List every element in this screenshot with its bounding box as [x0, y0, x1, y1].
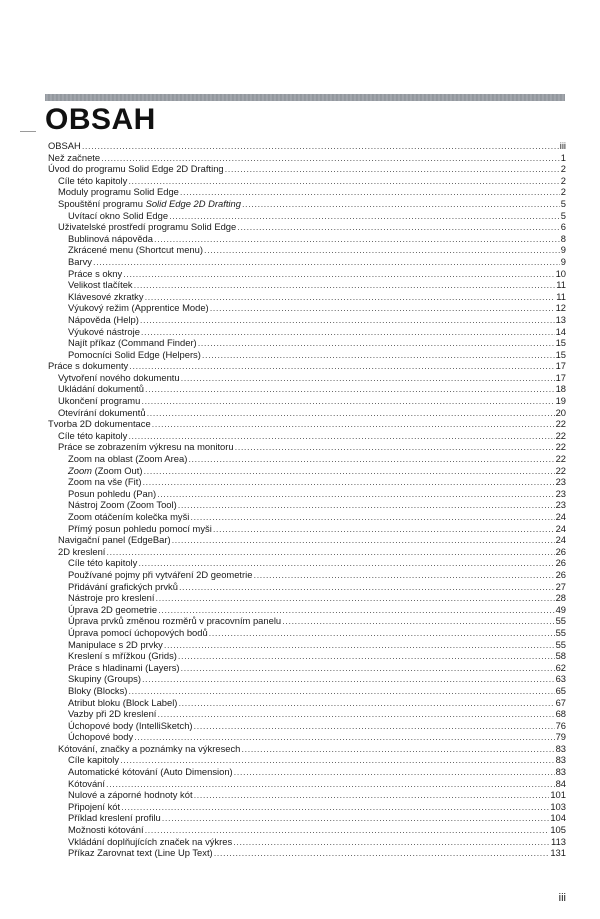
toc-entry-title: Automatické kótování (Auto Dimension) — [68, 766, 233, 778]
toc-entry — [48, 186, 566, 198]
toc-entry-page: 1 — [560, 151, 566, 163]
toc-entry-title: Kreslení s mřížkou (Grids) — [68, 650, 177, 662]
dot-leader — [158, 604, 554, 616]
toc-entry-title: Úprava prvků změnou rozměrů v pracovním panelu — [68, 615, 282, 627]
dot-leader — [121, 801, 549, 813]
toc-entry-page: 65 — [555, 684, 566, 696]
toc-entry — [48, 430, 566, 442]
toc-entry — [48, 639, 566, 651]
toc-entry — [48, 360, 566, 372]
toc-entry-title: Najít příkaz (Command Finder) — [68, 337, 197, 349]
toc-entry — [48, 418, 566, 430]
toc-entry-title: Kótování — [68, 777, 106, 789]
toc-entry — [48, 766, 566, 778]
dot-leader — [202, 349, 555, 361]
dot-leader — [134, 731, 554, 743]
toc-entry — [48, 511, 566, 523]
dot-leader — [154, 233, 560, 245]
toc-entry-title: Posun pohledu (Pan) — [68, 487, 157, 499]
toc-entry-title: Zkrácené menu (Shortcut menu) — [68, 244, 203, 256]
toc-entry-page: 10 — [555, 267, 566, 279]
toc-entry — [48, 581, 566, 593]
toc-entry-title: Vytvoření nového dokumentu — [58, 371, 180, 383]
toc-entry-page: 55 — [555, 615, 566, 627]
dot-leader — [179, 581, 555, 593]
dot-leader — [123, 268, 554, 280]
toc-entry — [48, 140, 566, 152]
toc-entry-page: 28 — [555, 592, 566, 604]
dot-leader — [241, 743, 554, 755]
toc-entry-page: 104 — [550, 812, 566, 824]
toc-entry-title: Klávesové zkratky — [68, 290, 144, 302]
toc-entry-page: 55 — [555, 638, 566, 650]
toc-entry-title: OBSAH — [48, 140, 81, 151]
dot-leader — [210, 302, 555, 314]
dot-leader — [190, 511, 554, 523]
dot-leader — [157, 488, 554, 500]
toc-entry-page: 19 — [555, 395, 566, 407]
dot-leader — [225, 163, 560, 175]
toc-entry-title: Kótování, značky a poznámky na výkresech — [58, 742, 241, 754]
toc-entry-page: 26 — [555, 568, 566, 580]
toc-entry-title: Ukončení programu — [58, 395, 141, 407]
toc-entry-page: 83 — [555, 766, 566, 778]
toc-entry-title: Zoom (Zoom Out) — [68, 464, 143, 476]
dot-leader — [106, 546, 554, 558]
toc-entry-page: 68 — [555, 708, 566, 720]
toc-entry-title: Přidávání grafických prvků — [68, 580, 178, 592]
dot-leader — [235, 441, 555, 453]
toc-entry — [48, 534, 566, 546]
toc-entry-page: 26 — [555, 545, 566, 557]
toc-entry-title: Atribut bloku (Block Label) — [68, 696, 178, 708]
toc-entry-page: 103 — [550, 800, 566, 812]
toc-entry-page: 131 — [550, 847, 566, 859]
toc-entry — [48, 685, 566, 697]
dot-leader — [172, 534, 555, 546]
dot-leader — [181, 662, 555, 674]
dot-leader — [198, 337, 555, 349]
dot-leader — [141, 326, 555, 338]
toc-entry-page: 5 — [560, 197, 566, 209]
toc-entry — [48, 778, 566, 790]
dot-leader — [194, 789, 550, 801]
toc-entry-page: iii — [559, 140, 566, 151]
toc-entry-title: Ukládání dokumentů — [58, 383, 144, 395]
dot-leader — [204, 244, 560, 256]
toc-entry-page: 22 — [555, 418, 566, 430]
toc-entry-title: Bloky (Blocks) — [68, 684, 128, 696]
toc-entry-page: 83 — [555, 742, 566, 754]
dot-leader — [164, 639, 555, 651]
toc-entry-title: Přímý posun pohledu pomocí myši — [68, 522, 212, 534]
toc-entry — [48, 697, 566, 709]
toc-entry-page: 14 — [555, 325, 566, 337]
toc-entry-title: Zoom otáčením kolečka myši — [68, 511, 190, 522]
dot-leader — [93, 256, 560, 268]
toc-entry-title: Pomocníci Solid Edge (Helpers) — [68, 348, 201, 360]
toc-entry — [48, 221, 566, 233]
toc-entry-title: Příkaz Zarovnat text (Line Up Text) — [68, 847, 213, 859]
toc-entry-title: Nulové a záporné hodnoty kót — [68, 789, 193, 801]
toc-entry-title: Uvítací okno Solid Edge — [68, 209, 169, 221]
toc-entry-title: Připojení kót — [68, 800, 121, 812]
toc-entry-page: 23 — [555, 476, 566, 488]
toc-entry — [48, 662, 566, 674]
toc-entry-page: 2 — [560, 163, 566, 175]
toc-entry-page: 76 — [555, 719, 566, 731]
toc-entry — [48, 198, 566, 210]
toc-entry — [48, 441, 566, 453]
toc-entry-title: Výukové nástroje — [68, 325, 140, 337]
dot-leader — [120, 754, 554, 766]
toc-entry-title: Cíle této kapitoly — [58, 174, 128, 186]
toc-entry — [48, 720, 566, 732]
dot-leader — [188, 453, 554, 465]
toc-entry-title: Cíle této kapitoly — [68, 557, 138, 569]
toc-entry-title: Cíle kapitoly — [68, 754, 120, 766]
toc-entry — [48, 233, 566, 245]
toc-entry — [48, 488, 566, 500]
toc-entry-title: Úprava pomocí úchopových bodů — [68, 626, 208, 638]
toc-entry-page: 101 — [550, 789, 566, 801]
page-number: iii — [558, 892, 566, 904]
toc-entry-title: Nápověda (Help) — [68, 313, 139, 325]
toc-entry — [48, 175, 566, 187]
toc-entry — [48, 592, 566, 604]
toc-entry-title: Úvod do programu Solid Edge 2D Drafting — [48, 163, 224, 175]
toc-entry-page: 15 — [555, 348, 566, 360]
toc-entry-page: 12 — [555, 302, 566, 314]
dot-leader — [156, 592, 555, 604]
toc-entry-page: 24 — [555, 511, 566, 522]
dot-leader — [180, 186, 560, 198]
dot-leader — [178, 499, 555, 511]
toc-entry-title: Velikost tlačítek — [68, 279, 133, 291]
toc-entry — [48, 824, 566, 836]
toc-entry-page: 84 — [555, 777, 566, 789]
toc-entry-page: 20 — [555, 406, 566, 418]
toc-entry — [48, 383, 566, 395]
toc-entry — [48, 291, 566, 303]
toc-entry — [48, 523, 566, 535]
toc-entry-title: Možnosti kótování — [68, 824, 144, 836]
toc-entry-page: 22 — [555, 429, 566, 441]
toc-entry-page: 5 — [560, 209, 566, 221]
toc-entry-title: Příklad kreslení profilu — [68, 812, 161, 824]
toc-entry-page: 22 — [555, 441, 566, 453]
dot-leader — [169, 210, 560, 222]
toc-entry-page: 62 — [555, 661, 566, 673]
toc-entry-title: Práce se zobrazením výkresu na monitoru — [58, 441, 234, 453]
dot-leader — [178, 697, 554, 709]
toc-entry-page: 24 — [555, 534, 566, 546]
toc-entry-page: 15 — [555, 337, 566, 349]
toc-entry-title: Bublinová nápověda — [68, 232, 153, 244]
toc-entry — [48, 210, 566, 222]
toc-entry-title: Práce s dokumenty — [48, 360, 129, 372]
toc-entry-page: 11 — [556, 279, 566, 291]
toc-entry-page: 17 — [555, 371, 566, 383]
dot-leader — [145, 383, 555, 395]
toc-entry-title: Manipulace s 2D prvky — [68, 638, 163, 650]
toc-entry — [48, 754, 566, 766]
dot-leader — [144, 465, 555, 477]
toc-entry-page: 79 — [555, 731, 566, 743]
toc-entry-page: 105 — [550, 824, 566, 836]
toc-entry-title: Práce s hladinami (Layers) — [68, 661, 180, 673]
dot-leader — [181, 372, 555, 384]
toc-entry-title: Moduly programu Solid Edge — [58, 186, 179, 198]
toc-entry — [48, 453, 566, 465]
toc-entry — [48, 627, 566, 639]
toc-entry — [48, 163, 566, 175]
toc-entry-title: Spouštění programu Solid Edge 2D Drafting — [58, 197, 241, 209]
dot-leader — [194, 720, 555, 732]
toc-entry — [48, 650, 566, 662]
toc-entry-page: 17 — [555, 360, 566, 372]
dot-leader — [152, 418, 555, 430]
toc-entry-title: Barvy — [68, 255, 92, 267]
dot-leader — [147, 407, 555, 419]
toc-entry — [48, 314, 566, 326]
toc-entry-page: 22 — [555, 464, 566, 476]
page-title: OBSAH — [45, 103, 156, 136]
dot-leader — [214, 847, 550, 859]
toc-entry-page: 11 — [556, 290, 566, 302]
toc-entry — [48, 256, 566, 268]
toc-entry-title: Zoom na oblast (Zoom Area) — [68, 453, 188, 465]
toc-entry-title: Úchopové body — [68, 731, 134, 743]
toc-entry — [48, 349, 566, 361]
toc-entry-page: 24 — [555, 522, 566, 534]
dot-leader — [82, 140, 559, 152]
dot-leader — [237, 221, 560, 233]
toc-entry-page: 67 — [555, 696, 566, 708]
toc-entry-title: Používané pojmy při vytváření 2D geometrie — [68, 568, 253, 580]
toc-entry-title: Uživatelské prostředí programu Solid Edge — [58, 221, 237, 233]
toc-entry — [48, 731, 566, 743]
dot-leader — [142, 476, 554, 488]
toc-entry — [48, 569, 566, 581]
toc-entry — [48, 812, 566, 824]
dot-leader — [242, 198, 560, 210]
toc-entry-title: Úchopové body (IntelliSketch) — [68, 719, 193, 731]
dot-leader — [145, 291, 556, 303]
toc-entry-page: 26 — [555, 557, 566, 569]
toc-entry — [48, 326, 566, 338]
toc-entry-title: Práce s okny — [68, 267, 123, 279]
dot-leader — [233, 836, 550, 848]
toc-entry — [48, 708, 566, 720]
dot-leader — [142, 673, 555, 685]
dot-leader — [140, 314, 555, 326]
toc-entry-title: Nástroje pro kreslení — [68, 592, 155, 604]
toc-entry-page: 6 — [560, 221, 566, 233]
dot-leader — [234, 766, 555, 778]
toc-entry-page: 13 — [555, 313, 566, 325]
toc-entry — [48, 302, 566, 314]
dot-leader — [213, 523, 555, 535]
dot-leader — [282, 615, 554, 627]
toc-entry-title: Otevírání dokumentů — [58, 406, 146, 418]
toc-entry — [48, 476, 566, 488]
toc-entry-title: Tvorba 2D dokumentace — [48, 418, 151, 430]
dot-leader — [134, 279, 556, 291]
margin-mark — [20, 131, 36, 132]
toc-entry — [48, 372, 566, 384]
toc-entry-page: 23 — [555, 487, 566, 499]
toc-entry-title: Nástroj Zoom (Zoom Tool) — [68, 499, 177, 511]
toc-entry — [48, 279, 566, 291]
toc-entry — [48, 407, 566, 419]
toc-entry — [48, 789, 566, 801]
toc-entry — [48, 557, 566, 569]
dot-leader — [129, 360, 554, 372]
toc-entry — [48, 152, 566, 164]
toc-entry — [48, 244, 566, 256]
dot-leader — [253, 569, 554, 581]
dot-leader — [128, 685, 554, 697]
toc-entry-title: Než začnete — [48, 151, 101, 163]
dot-leader — [141, 395, 554, 407]
table-of-contents — [48, 140, 566, 859]
toc-entry-page: 23 — [555, 499, 566, 511]
toc-entry-page: 49 — [555, 603, 566, 615]
dot-leader — [128, 175, 559, 187]
toc-entry — [48, 465, 566, 477]
toc-entry-title: Úprava 2D geometrie — [68, 603, 158, 615]
toc-entry-page: 83 — [555, 754, 566, 766]
toc-entry — [48, 801, 566, 813]
toc-entry-page: 113 — [551, 835, 566, 847]
toc-entry-title: Zoom na vše (Fit) — [68, 476, 142, 488]
toc-entry-page: 9 — [560, 244, 566, 256]
toc-entry — [48, 673, 566, 685]
toc-entry-page: 63 — [555, 673, 566, 685]
toc-entry-title: Skupiny (Groups) — [68, 673, 141, 685]
toc-entry — [48, 847, 566, 859]
toc-entry-title: Vkládání doplňujících značek na výkres — [68, 835, 233, 847]
dot-leader — [145, 824, 550, 836]
toc-entry-title: Vazby při 2D kreslení — [68, 708, 157, 720]
toc-entry-page: 18 — [555, 383, 566, 395]
dot-leader — [209, 627, 555, 639]
dot-leader — [138, 557, 554, 569]
toc-entry-page: 22 — [555, 453, 566, 465]
toc-entry-page: 55 — [555, 626, 566, 638]
toc-entry-page: 27 — [555, 580, 566, 592]
dot-leader — [157, 708, 554, 720]
toc-entry-title: Navigační panel (EdgeBar) — [58, 534, 171, 546]
toc-entry-page: 8 — [560, 232, 566, 244]
toc-entry-title: Cíle této kapitoly — [58, 429, 128, 441]
toc-entry-page: 9 — [560, 255, 566, 267]
dot-leader — [178, 650, 555, 662]
toc-entry — [48, 604, 566, 616]
toc-entry — [48, 615, 566, 627]
dot-leader — [106, 778, 555, 790]
toc-entry — [48, 743, 566, 755]
dot-leader — [128, 430, 554, 442]
toc-entry — [48, 337, 566, 349]
dot-leader — [162, 812, 550, 824]
toc-entry — [48, 836, 566, 848]
toc-entry-page: 2 — [560, 186, 566, 198]
toc-entry-title: Výukový režim (Apprentice Mode) — [68, 302, 209, 314]
toc-entry-page: 2 — [560, 174, 566, 186]
toc-entry-title: 2D kreslení — [58, 545, 106, 557]
toc-entry — [48, 395, 566, 407]
toc-entry — [48, 268, 566, 280]
dot-leader — [101, 152, 560, 164]
toc-entry — [48, 499, 566, 511]
toc-entry-page: 58 — [555, 650, 566, 662]
toc-entry — [48, 546, 566, 558]
